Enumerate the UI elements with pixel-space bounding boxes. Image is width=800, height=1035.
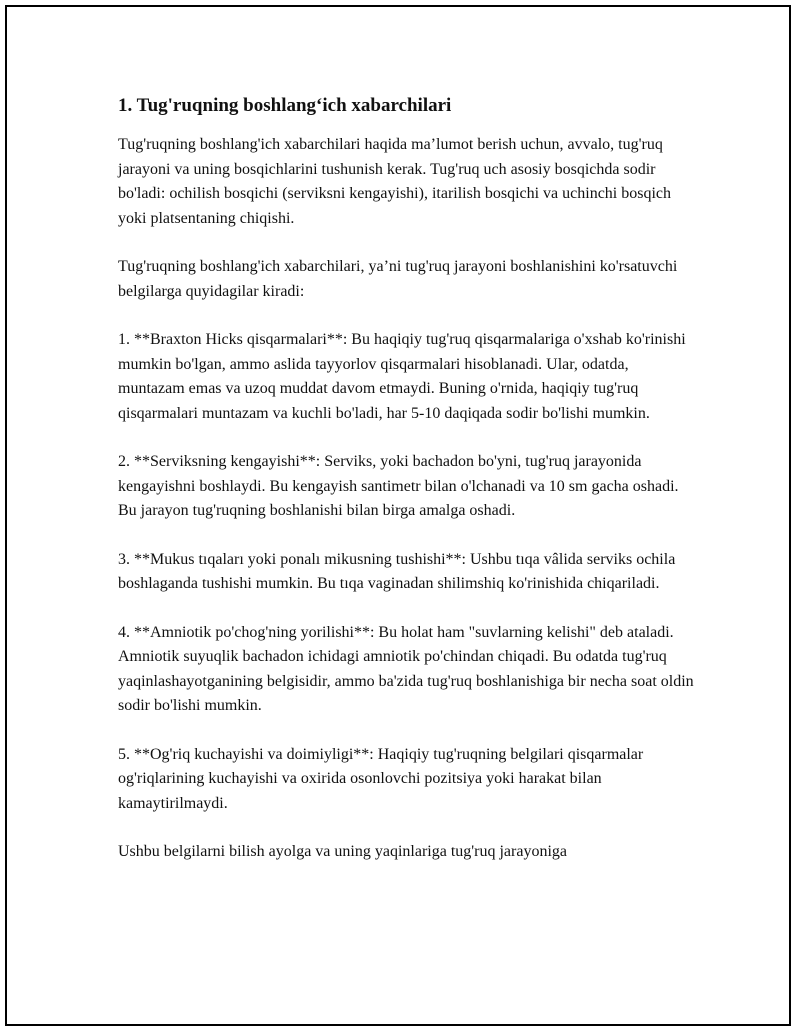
list-item-mucus-plug: 3. **Mukus tıqaları yoki ponalı mikusning tushishi**: Ushbu tıqa vâlida serviks ochila boshlaganda tushishi mumkin. Bu tıqa vaginadan shilimshiq ko'rinishida chiqariladi. [118,550,676,592]
paragraph-intro: Tug'ruqning boshlang'ich xabarchilari haqida ma’lumot berish uchun, avvalo, tug'ruq jarayoni va uning bosqichlarini tushunish kerak. Tug'ruq uch asosiy bosqichda sodir bo'ladi: ochilish bosqichi (serviksni kengayishi), itarilish bosqichi va uchinchi bosqich yoki platsentaning chiqishi. [118,136,672,227]
paragraph-signs-intro: Tug'ruqning boshlang'ich xabarchilari, ya’ni tug'ruq jarayoni boshlanishini ko'rsatuvchi belgilarga quyidagilar kiradi: [118,258,678,300]
document-body [118,92,698,889]
list-item-cervix-dilation: 2. **Serviksning kengayishi**: Serviks, yoki bachadon bo'yni, tug'ruq jarayonida kengayishni boshlaydi. Bu kengayish santimetr bilan o'lchanadi va 10 sm gacha oshadi. Bu jarayon tug'ruqning boshlanishi bilan birga amalga oshadi. [118,453,679,519]
paragraph-closing: Ushbu belgilarni bilish ayolga va uning yaqinlariga tug'ruq jarayoniga [118,843,567,860]
page-title: 1. Tug'ruqning boshlang‘ich xabarchilari [118,95,452,116]
list-item-pain-intensity: 5. **Og'riq kuchayishi va doimiyligi**: Haqiqiy tug'ruqning belgilari qisqarmalar og'riqlarining kuchayishi va oxirida osonlovchi pozitsiya yoki harakat bilan kamaytirilmaydi. [118,745,644,812]
list-item-braxton-hicks: 1. **Braxton Hicks qisqarmalari**: Bu haqiqiy tug'ruq qisqarmalariga o'xshab ko'rinishi mumkin bo'lgan, ammo aslida tayyorlov qisqarmalari hisoblanadi. Ular, odatda, muntazam emas va uzoq muddat davom etmaydi. Buning o'rnida, haqiqiy tug'ruq qisqarmalari muntazam va kuchli bo'ladi, har 5-10 daqiqada sodir bo'lishi mumkin. [118,331,686,422]
list-item-amniotic-rupture: 4. **Amniotik po'chog'ning yorilishi**: Bu holat ham "suvlarning kelishi" deb ataladi. Amniotik suyuqlik bachadon ichidagi amniotik po'chindan chiqadi. Bu odatda tug'ruq yaqinlashayotganining belgisidir, ammo ba'zida tug'ruq boshlanishiga bir necha soat oldin sodir bo'lishi mumkin. [118,623,694,714]
